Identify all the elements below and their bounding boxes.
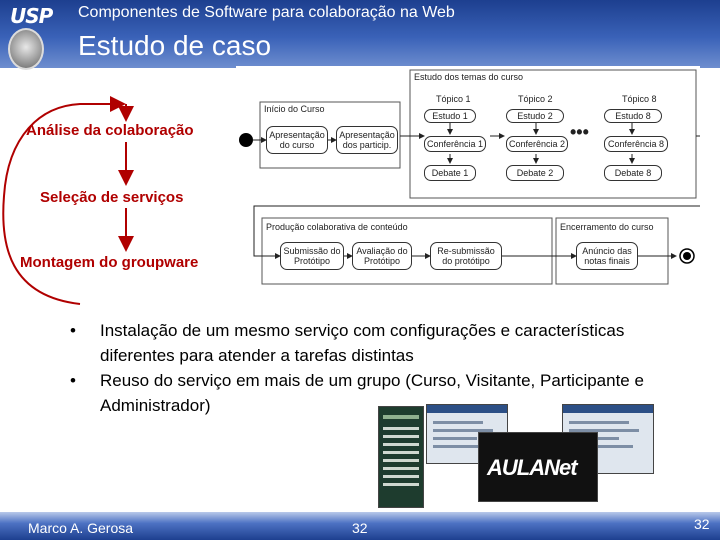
screenshot-aulanet-splash bbox=[478, 432, 598, 502]
activity-conference: Conferência 8 bbox=[604, 136, 668, 152]
activity-course-presentation: Apresentação do curso bbox=[266, 126, 328, 154]
footer-slide-number: 32 bbox=[694, 516, 710, 532]
process-step-assembly: Montagem do groupware bbox=[20, 254, 199, 271]
topic-title: Tópico 1 bbox=[436, 94, 471, 104]
activity-debate: Debate 2 bbox=[506, 165, 564, 181]
closing-frame-label: Encerramento do curso bbox=[560, 222, 654, 232]
start-frame-label: Início do Curso bbox=[264, 104, 325, 114]
study-frame-label: Estudo dos temas do curso bbox=[414, 72, 524, 82]
activity-conference: Conferência 1 bbox=[424, 136, 486, 152]
aulanet-logo: AULANet bbox=[487, 455, 577, 480]
activity-prototype-submission: Submissão do Protótipo bbox=[280, 242, 344, 270]
bullet-text: Reuso do serviço em mais de um grupo (Curso, Visitante, Participante e Administrador) bbox=[100, 371, 644, 415]
activity-prototype-evaluation: Avaliação do Protótipo bbox=[352, 242, 412, 270]
course-workflow-diagram bbox=[236, 66, 700, 288]
more-topics-ellipsis: ••• bbox=[570, 122, 589, 142]
activity-final-grades: Anúncio das notas finais bbox=[576, 242, 638, 270]
footer-band bbox=[0, 512, 720, 540]
screenshot-sidebar bbox=[378, 406, 424, 508]
activity-prototype-resubmission: Re-submissão do protótipo bbox=[430, 242, 502, 270]
course-title: Componentes de Software para colaboração na Web bbox=[78, 4, 455, 21]
footer-page-number: 32 bbox=[352, 520, 368, 536]
activity-study: Estudo 2 bbox=[506, 109, 564, 123]
footer-author: Marco A. Gerosa bbox=[28, 520, 134, 536]
activity-participants-presentation: Apresentação dos particip. bbox=[336, 126, 398, 154]
process-step-analysis: Análise da colaboração bbox=[26, 122, 194, 139]
production-frame-label: Produção colaborativa de conteúdo bbox=[266, 222, 408, 232]
bullet-dot: • bbox=[70, 371, 76, 390]
topic-title: Tópico 8 bbox=[622, 94, 657, 104]
activity-study: Estudo 1 bbox=[424, 109, 476, 123]
activity-debate: Debate 1 bbox=[424, 165, 476, 181]
bullet-text: Instalação de um mesmo serviço com configurações e características diferentes para atender a tarefas distintas bbox=[100, 321, 625, 365]
process-step-selection: Seleção de serviços bbox=[40, 189, 184, 206]
bullet-item bbox=[70, 318, 650, 368]
bullet-dot: • bbox=[70, 321, 76, 340]
slide-title: Estudo de caso bbox=[78, 30, 272, 61]
activity-study: Estudo 8 bbox=[604, 109, 662, 123]
university-seal bbox=[8, 28, 44, 70]
header-band bbox=[0, 0, 720, 68]
activity-debate: Debate 8 bbox=[604, 165, 662, 181]
usp-logo: USP bbox=[10, 4, 53, 28]
bullet-list bbox=[70, 318, 650, 418]
topic-title: Tópico 2 bbox=[518, 94, 553, 104]
activity-conference: Conferência 2 bbox=[506, 136, 568, 152]
